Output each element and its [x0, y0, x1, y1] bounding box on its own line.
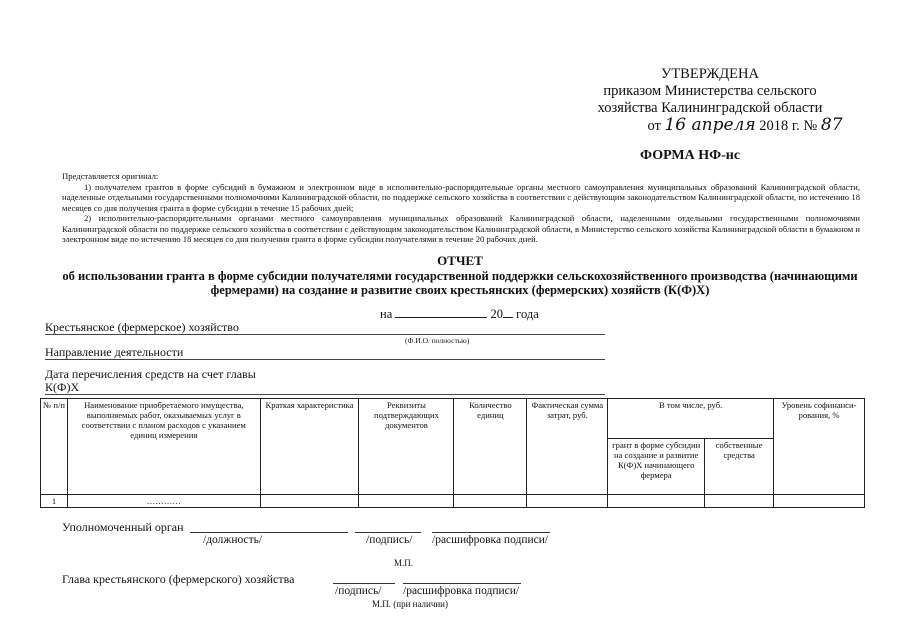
cell-docs[interactable]	[359, 495, 454, 508]
cell-desc[interactable]	[260, 495, 359, 508]
farm-hint: (Ф.И.О. полностью)	[405, 336, 470, 345]
approval-title: УТВЕРЖДЕНА	[661, 66, 759, 82]
th-num: № п/п	[41, 399, 68, 495]
approval-line-region: хозяйства Калининградской области	[597, 100, 823, 116]
transfer-date-field[interactable]	[45, 368, 605, 395]
table-row	[41, 495, 865, 508]
signature-caption: /подпись/	[366, 534, 413, 546]
decoding-line[interactable]	[432, 532, 550, 533]
th-qty: Количество единиц	[454, 399, 527, 495]
period-year-prefix: 20	[490, 307, 503, 321]
date-prefix: от	[647, 118, 661, 134]
direction-label: Направление деятельности	[45, 345, 184, 359]
intro-item-1: 1) получателем грантов в форме субсидий в бумажном и электронном виде в исполнительно-распорядительные органы местного самоуправления муниципальных образований Калининградской области, наделенные отдельными государственными полномочиями Калининградской области, по поддержке сельского хозяйства в соответствии с действующим законодательством Калининградской области, по истечению 18 месяцев со дня получения гранта в форме субсидии в течение 15 рабочих дней;	[62, 181, 860, 213]
cell-level[interactable]	[774, 495, 865, 508]
direction-field[interactable]	[45, 346, 605, 360]
approval-date	[560, 117, 860, 135]
cell-qty[interactable]	[454, 495, 527, 508]
th-actual: Фактическая сумма затрат, руб.	[527, 399, 608, 495]
th-level: Уровень софинанси-рования, %	[774, 399, 865, 495]
intro-item-2: 2) исполнительно-распорядительными органами местного самоуправления муниципальных образований Калининградской области, наделенными отдельными государственными полномочиями Калининградской области по поддержке сельского хозяйства в соответствии с действующим законодательством Калининградской области, в Министерство сельского хозяйства Калининградской области в бумажном и электронном виде по истечению 18 месяцев со дня получения гранта в форме субсидии получателями в течение 20 рабочих дней.	[62, 213, 860, 244]
cell-name[interactable]: …………	[67, 495, 260, 508]
farm-label: Крестьянское (фермерское) хозяйство	[45, 320, 239, 334]
report-subtitle: об использовании гранта в форме субсидии получателями государственной поддержки сельскохозяйственного производства (начинающими фермерами) на создание и развитие своих крестьянских (фермерских) хозяйств (К(Ф)Х)	[62, 269, 858, 297]
year-blank[interactable]	[503, 317, 513, 318]
report-title: ОТЧЕТ	[437, 253, 483, 268]
th-own: собственные средства	[705, 439, 774, 495]
head-label: Глава крестьянского (фермерского) хозяйства	[62, 572, 295, 586]
cell-grant[interactable]	[608, 495, 705, 508]
handwritten-date: 16 апреля	[664, 115, 756, 135]
stamp-label: М.П.	[394, 558, 414, 568]
cell-own[interactable]	[705, 495, 774, 508]
authority-label: Уполномоченный орган	[62, 520, 184, 534]
period-prefix: на	[380, 307, 393, 321]
head-decoding-line[interactable]	[403, 583, 521, 584]
cell-actual[interactable]	[527, 495, 608, 508]
th-desc: Краткая характеристика	[260, 399, 359, 495]
approval-line-ministry: приказом Министерства сельского	[603, 83, 817, 99]
cell-num: 1	[41, 495, 68, 508]
period-blank[interactable]	[395, 317, 487, 318]
decoding-caption: /расшифровка подписи/	[432, 534, 549, 546]
head-signature-caption: /подпись/	[335, 585, 382, 597]
th-grant: грант в форме субсидии на создание и развитие К(Ф)Х начинающего фермера	[608, 439, 705, 495]
stamp-optional-label: М.П. (при наличии)	[372, 599, 448, 609]
head-signature-line[interactable]	[333, 583, 395, 584]
date-year: 2018 г. №	[759, 118, 818, 134]
th-name: Наименование приобретаемого имущества, выполняемых работ, оказываемых услуг в соответствии с планом расходов с указанием единиц измерения	[67, 399, 260, 495]
intro-lead: Представляется оригинал:	[62, 171, 159, 181]
position-line[interactable]	[190, 532, 348, 533]
th-docs: Реквизиты подтверждающих документов	[359, 399, 454, 495]
th-including: В том числе, руб.	[608, 399, 774, 439]
handwritten-number: 87	[820, 115, 843, 135]
intro-text	[62, 171, 860, 245]
transfer-date-label-1: Дата перечисления средств на счет главы	[45, 367, 256, 381]
report-period	[380, 307, 539, 322]
position-caption: /должность/	[203, 534, 263, 546]
approval-block	[560, 66, 860, 135]
form-code: ФОРМА НФ-нс	[640, 148, 741, 163]
farm-field[interactable]	[45, 321, 605, 335]
signature-line[interactable]	[355, 532, 421, 533]
period-suffix: года	[516, 307, 539, 321]
head-decoding-caption: /расшифровка подписи/	[403, 585, 520, 597]
report-table	[40, 398, 865, 508]
transfer-date-label-2: К(Ф)Х	[45, 380, 80, 394]
